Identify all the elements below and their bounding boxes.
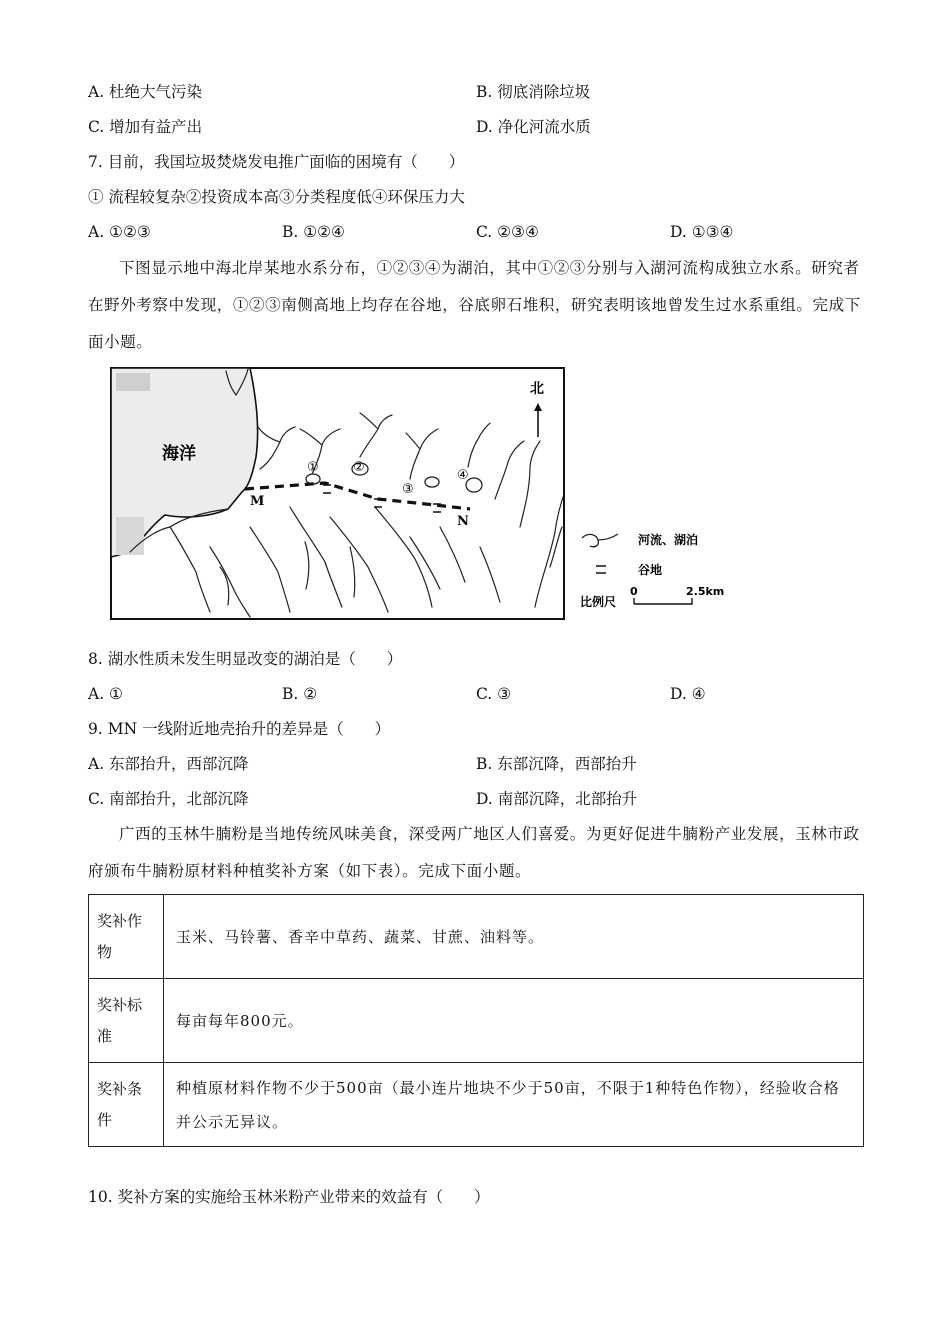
table-value-cell: 每亩每年800元。 [164, 979, 864, 1063]
legend-scale-label: 比例尺 [580, 595, 617, 609]
subsidy-table [88, 894, 864, 1147]
table-value-cell: 玉米、马铃薯、香辛中草药、蔬菜、甘蔗、油料等。 [164, 895, 864, 979]
q8-option-c: C. ③ [476, 685, 512, 703]
map-ocean-label: 海洋 [162, 444, 196, 464]
table-key-cell: 奖补条件 [89, 1063, 164, 1147]
q7-statements: ① 流程较复杂②投资成本高③分类程度低④环保压力大 [88, 188, 465, 206]
table-key-cell: 奖补标准 [89, 979, 164, 1063]
q9-option-d: D. 南部沉降，北部抬升 [476, 790, 638, 808]
q6-option-d: D. 净化河流水质 [476, 118, 591, 136]
q7-option-b: B. ①②④ [282, 223, 345, 241]
q7-stem: 7. 目前，我国垃圾焚烧发电推广面临的困境有（ ） [88, 153, 465, 171]
table-row [89, 895, 864, 979]
q7-option-d: D. ①③④ [670, 223, 734, 241]
legend-river-lake: 河流、湖泊 [638, 533, 699, 547]
q9-option-b: B. 东部沉降，西部抬升 [476, 755, 637, 773]
map-north-label: 北 [530, 381, 544, 397]
table-value-cell: 种植原材料作物不少于500亩（最小连片地块不少于50亩，不限于1种特色作物），经验收合格并公示无异议。 [164, 1063, 864, 1147]
passage-subsidy-intro: 广西的玉林牛腩粉是当地传统风味美食，深受两广地区人们喜爱。为更好促进牛腩粉产业发展，玉林市政府颁布牛腩粉原材料种植奖补方案（如下表）。完成下面小题。 [88, 825, 860, 880]
q8-stem: 8. 湖水性质未发生明显改变的湖泊是（ ） [88, 650, 403, 668]
legend-valley: 谷地 [638, 563, 663, 577]
table-row [89, 1063, 864, 1147]
lake-label-2: ② [353, 460, 365, 475]
table-row [89, 979, 864, 1063]
q8-option-a: A. ① [88, 685, 123, 703]
q9-option-a: A. 东部抬升，西部沉降 [88, 755, 249, 773]
map-point-m: M [250, 494, 265, 509]
drainage-map [110, 367, 565, 620]
q9-stem: 9. MN 一线附近地壳抬升的差异是（ ） [88, 720, 391, 738]
legend-scale-value: 2.5km [686, 585, 725, 598]
q6-option-a: A. 杜绝大气污染 [88, 83, 203, 101]
passage-map-intro: 下图显示地中海北岸某地水系分布，①②③④为湖泊，其中①②③分别与入湖河流构成独立水系。研究者在野外考察中发现，①②③南侧高地上均存在谷地，谷底卵石堆积，研究表明该地曾发生过水系重组。完成下面小题。 [88, 259, 861, 351]
q6-option-b: B. 彻底消除垃圾 [476, 83, 591, 101]
q7-option-c: C. ②③④ [476, 223, 539, 241]
lake-label-4: ④ [457, 468, 469, 483]
lake-label-1: ① [307, 460, 319, 475]
q7-option-a: A. ①②③ [88, 223, 151, 241]
map-legend [578, 524, 738, 616]
q6-option-c: C. 增加有益产出 [88, 118, 203, 136]
map-point-n: N [457, 514, 469, 529]
q8-option-b: B. ② [282, 685, 318, 703]
q9-option-c: C. 南部抬升，北部沉降 [88, 790, 249, 808]
lake-label-3: ③ [402, 482, 414, 497]
q8-option-d: D. ④ [670, 685, 706, 703]
q10-stem: 10. 奖补方案的实施给玉林米粉产业带来的效益有（ ） [88, 1188, 490, 1206]
legend-scale-zero: 0 [630, 585, 638, 598]
table-key-cell: 奖补作物 [89, 895, 164, 979]
